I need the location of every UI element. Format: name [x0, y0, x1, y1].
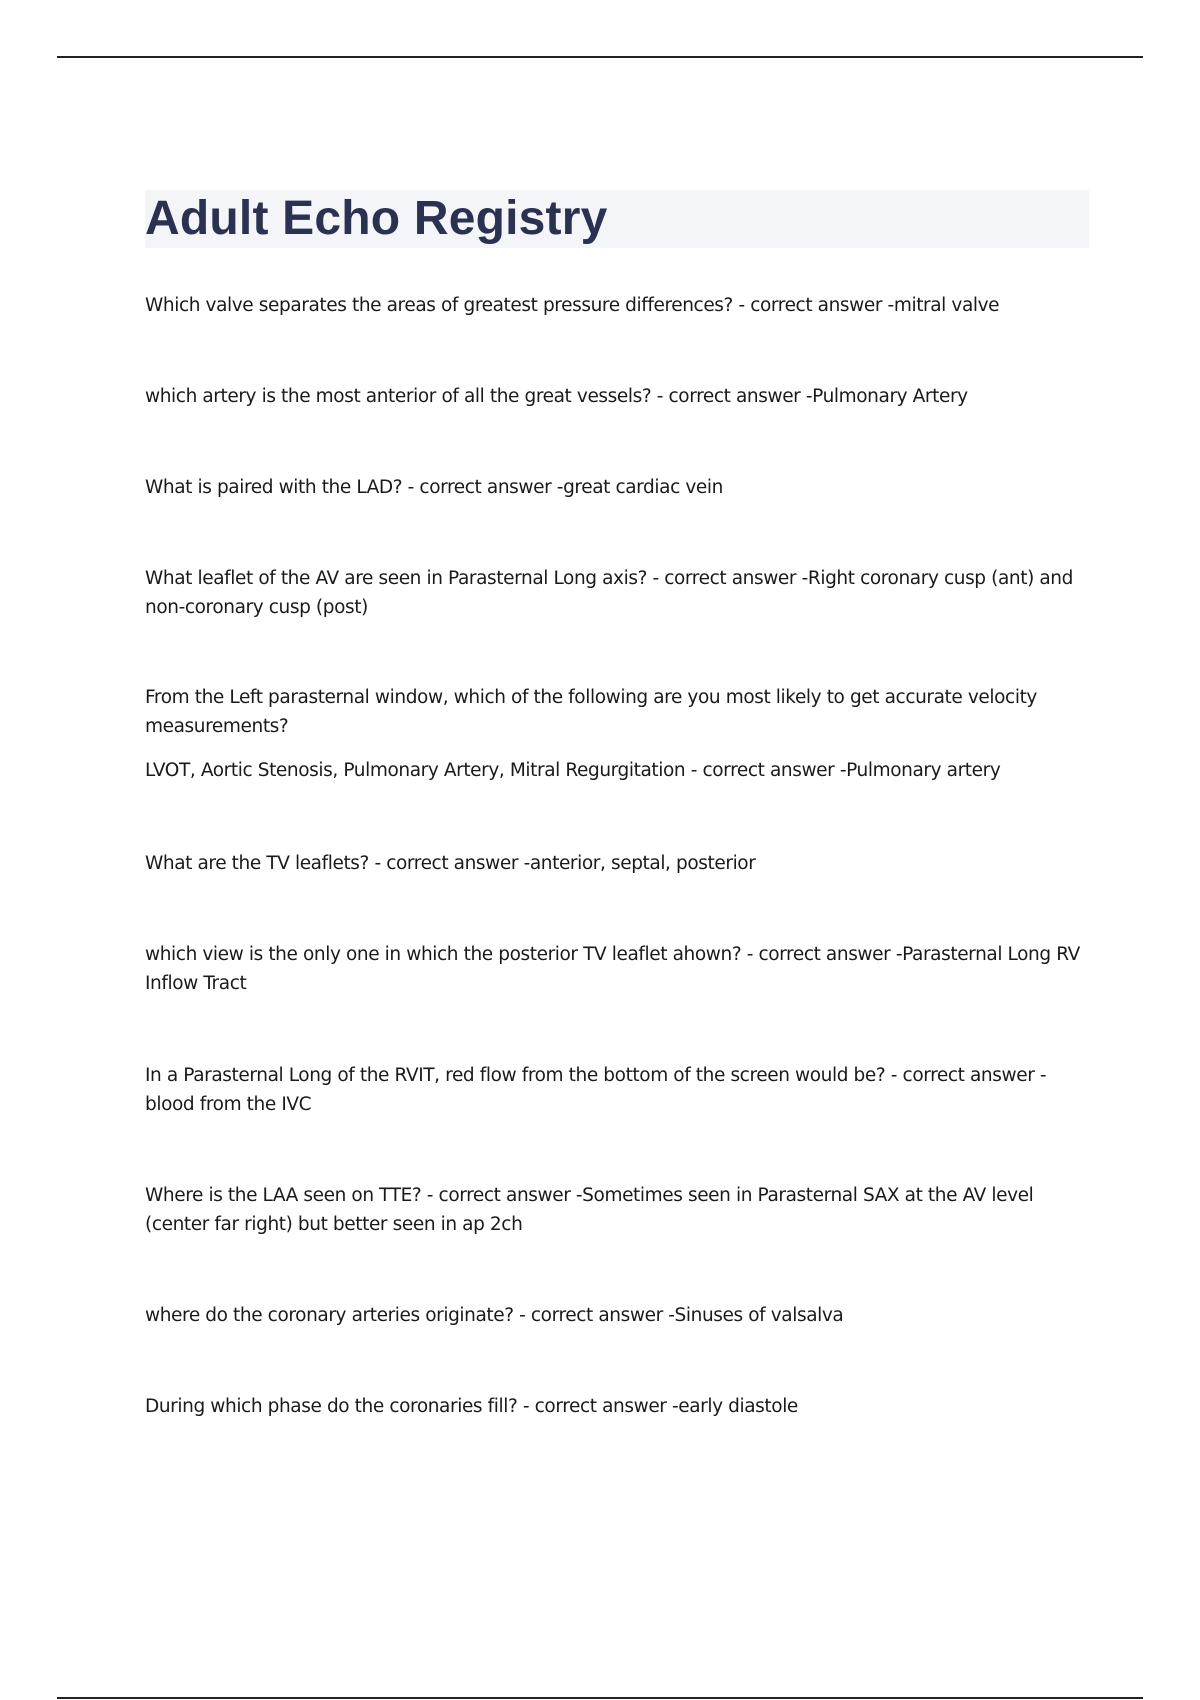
- qa-item: [145, 473, 1090, 502]
- qa-text: Where is the LAA seen on TTE? - correct answer -Sometimes seen in Parasternal SAX at the AV level (center far right) but better seen in ap 2ch: [145, 1185, 1034, 1235]
- qa-item: [145, 683, 1090, 785]
- qa-text: which artery is the most anterior of all the great vessels? - correct answer -Pulmonary Artery: [145, 386, 968, 407]
- bottom-divider: [57, 1697, 1143, 1699]
- qa-text: What are the TV leaflets? - correct answer -anterior, septal, posterior: [145, 853, 756, 874]
- qa-item: [145, 1061, 1090, 1119]
- qa-item: [145, 1181, 1090, 1239]
- qa-item: [145, 940, 1090, 998]
- qa-text: LVOT, Aortic Stenosis, Pulmonary Artery, Mitral Regurgitation - correct answer -Pulmonary artery: [145, 760, 1001, 781]
- qa-item: [145, 291, 1090, 320]
- qa-item: [145, 1301, 1090, 1330]
- qa-text: What is paired with the LAD? - correct answer -great cardiac vein: [145, 477, 723, 498]
- qa-text: During which phase do the coronaries fill? - correct answer -early diastole: [145, 1396, 798, 1417]
- qa-text: In a Parasternal Long of the RVIT, red flow from the bottom of the screen would be? - correct answer -blood from the IVC: [145, 1065, 1047, 1115]
- document-title: Adult Echo Registry: [145, 192, 608, 245]
- qa-text: where do the coronary arteries originate? - correct answer -Sinuses of valsalva: [145, 1305, 844, 1326]
- top-divider: [57, 56, 1143, 58]
- qa-item: [145, 1392, 1090, 1421]
- qa-text: From the Left parasternal window, which of the following are you most likely to get accurate velocity measurements?: [145, 687, 1037, 737]
- qa-item: [145, 564, 1090, 622]
- qa-text: which view is the only one in which the posterior TV leaflet ahown? - correct answer -Parasternal Long RV Inflow Tract: [145, 944, 1080, 994]
- qa-text: Which valve separates the areas of greatest pressure differences? - correct answer -mitral valve: [145, 295, 1000, 316]
- qa-item: [145, 382, 1090, 411]
- qa-item: [145, 849, 1090, 878]
- qa-text: What leaflet of the AV are seen in Parasternal Long axis? - correct answer -Right coronary cusp (ant) and non-coronary cusp (post): [145, 568, 1073, 618]
